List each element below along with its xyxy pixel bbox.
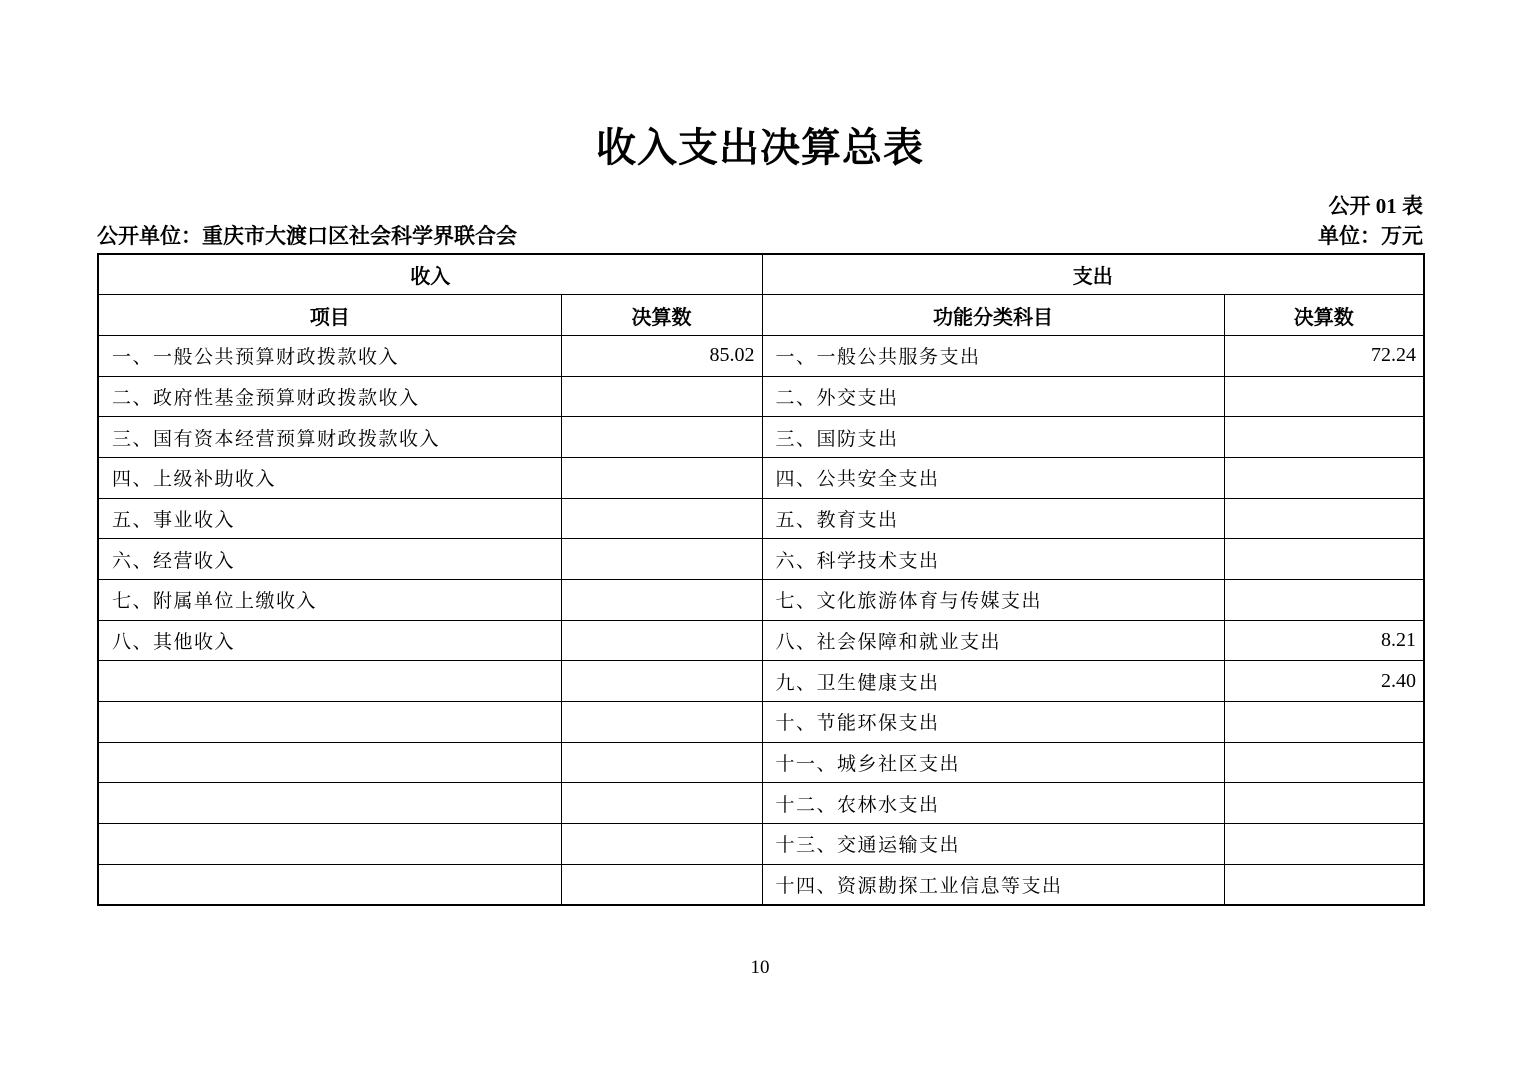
table-row bbox=[98, 498, 1424, 539]
expenditure-amount-cell bbox=[1224, 824, 1424, 865]
table-row bbox=[98, 457, 1424, 498]
table-row bbox=[98, 376, 1424, 417]
income-amount-cell bbox=[561, 661, 762, 702]
expenditure-item-cell: 三、国防支出 bbox=[762, 417, 1224, 458]
table-row bbox=[98, 580, 1424, 621]
expenditure-item-cell: 四、公共安全支出 bbox=[762, 457, 1224, 498]
table-number: 公开 01 表 bbox=[1328, 194, 1423, 218]
table-row bbox=[98, 620, 1424, 661]
expenditure-item-cell: 十一、城乡社区支出 bbox=[762, 742, 1224, 783]
table-row bbox=[98, 742, 1424, 783]
income-amount-column-header: 决算数 bbox=[561, 295, 762, 336]
income-item-cell: 四、上级补助收入 bbox=[98, 457, 561, 498]
income-amount-cell bbox=[561, 376, 762, 417]
page-number: 10 bbox=[750, 957, 770, 978]
table-row bbox=[98, 702, 1424, 743]
income-item-cell: 五、事业收入 bbox=[98, 498, 561, 539]
income-amount-cell bbox=[561, 457, 762, 498]
expenditure-item-cell: 八、社会保障和就业支出 bbox=[762, 620, 1224, 661]
expenditure-amount-cell: 72.24 bbox=[1224, 335, 1424, 376]
expenditure-item-cell: 十、节能环保支出 bbox=[762, 702, 1224, 743]
expenditure-amount-column-header: 决算数 bbox=[1224, 295, 1424, 336]
expenditure-item-cell: 六、科学技术支出 bbox=[762, 539, 1224, 580]
expenditure-amount-cell bbox=[1224, 539, 1424, 580]
income-item-cell: 六、经营收入 bbox=[98, 539, 561, 580]
income-item-cell: 七、附属单位上缴收入 bbox=[98, 580, 561, 621]
expenditure-amount-cell bbox=[1224, 783, 1424, 824]
column-header-row bbox=[98, 295, 1424, 336]
expenditure-item-cell: 十四、资源勘探工业信息等支出 bbox=[762, 864, 1224, 905]
page-title: 收入支出决算总表 bbox=[596, 126, 924, 170]
expenditure-item-cell: 五、教育支出 bbox=[762, 498, 1224, 539]
income-amount-cell bbox=[561, 824, 762, 865]
table-row bbox=[98, 661, 1424, 702]
table-row bbox=[98, 783, 1424, 824]
expenditure-item-column-header: 功能分类科目 bbox=[762, 295, 1224, 336]
income-item-cell bbox=[98, 702, 561, 743]
expenditure-amount-cell bbox=[1224, 498, 1424, 539]
income-amount-cell bbox=[561, 742, 762, 783]
income-amount-cell bbox=[561, 864, 762, 905]
table-row bbox=[98, 539, 1424, 580]
table-row bbox=[98, 824, 1424, 865]
expenditure-amount-cell: 2.40 bbox=[1224, 661, 1424, 702]
income-amount-cell bbox=[561, 580, 762, 621]
table-row bbox=[98, 335, 1424, 376]
table-body bbox=[98, 335, 1424, 905]
expenditure-amount-cell bbox=[1224, 742, 1424, 783]
income-item-cell: 二、政府性基金预算财政拨款收入 bbox=[98, 376, 561, 417]
expenditure-amount-cell: 8.21 bbox=[1224, 620, 1424, 661]
table-row bbox=[98, 864, 1424, 905]
income-amount-cell bbox=[561, 498, 762, 539]
income-item-cell bbox=[98, 864, 561, 905]
expenditure-amount-cell bbox=[1224, 417, 1424, 458]
income-amount-cell bbox=[561, 702, 762, 743]
unit-of-measure-label: 单位：万元 bbox=[1318, 224, 1423, 248]
income-item-column-header: 项目 bbox=[98, 295, 561, 336]
income-amount-cell bbox=[561, 620, 762, 661]
expenditure-amount-cell bbox=[1224, 457, 1424, 498]
income-amount-cell bbox=[561, 417, 762, 458]
expenditure-item-cell: 二、外交支出 bbox=[762, 376, 1224, 417]
income-amount-cell: 85.02 bbox=[561, 335, 762, 376]
income-section-header: 收入 bbox=[98, 254, 762, 295]
expenditure-section-header: 支出 bbox=[762, 254, 1424, 295]
income-expenditure-table bbox=[97, 253, 1425, 906]
income-item-cell: 一、一般公共预算财政拨款收入 bbox=[98, 335, 561, 376]
expenditure-amount-cell bbox=[1224, 580, 1424, 621]
expenditure-amount-cell bbox=[1224, 702, 1424, 743]
expenditure-item-cell: 九、卫生健康支出 bbox=[762, 661, 1224, 702]
section-header-row bbox=[98, 254, 1424, 295]
income-item-cell bbox=[98, 661, 561, 702]
income-amount-cell bbox=[561, 539, 762, 580]
publishing-unit-label: 公开单位：重庆市大渡口区社会科学界联合会 bbox=[97, 224, 517, 248]
table-row bbox=[98, 417, 1424, 458]
expenditure-item-cell: 一、一般公共服务支出 bbox=[762, 335, 1224, 376]
income-item-cell: 八、其他收入 bbox=[98, 620, 561, 661]
income-item-cell bbox=[98, 783, 561, 824]
income-item-cell: 三、国有资本经营预算财政拨款收入 bbox=[98, 417, 561, 458]
expenditure-item-cell: 七、文化旅游体育与传媒支出 bbox=[762, 580, 1224, 621]
expenditure-amount-cell bbox=[1224, 864, 1424, 905]
expenditure-item-cell: 十二、农林水支出 bbox=[762, 783, 1224, 824]
expenditure-item-cell: 十三、交通运输支出 bbox=[762, 824, 1224, 865]
income-amount-cell bbox=[561, 783, 762, 824]
expenditure-amount-cell bbox=[1224, 376, 1424, 417]
income-item-cell bbox=[98, 824, 561, 865]
income-item-cell bbox=[98, 742, 561, 783]
